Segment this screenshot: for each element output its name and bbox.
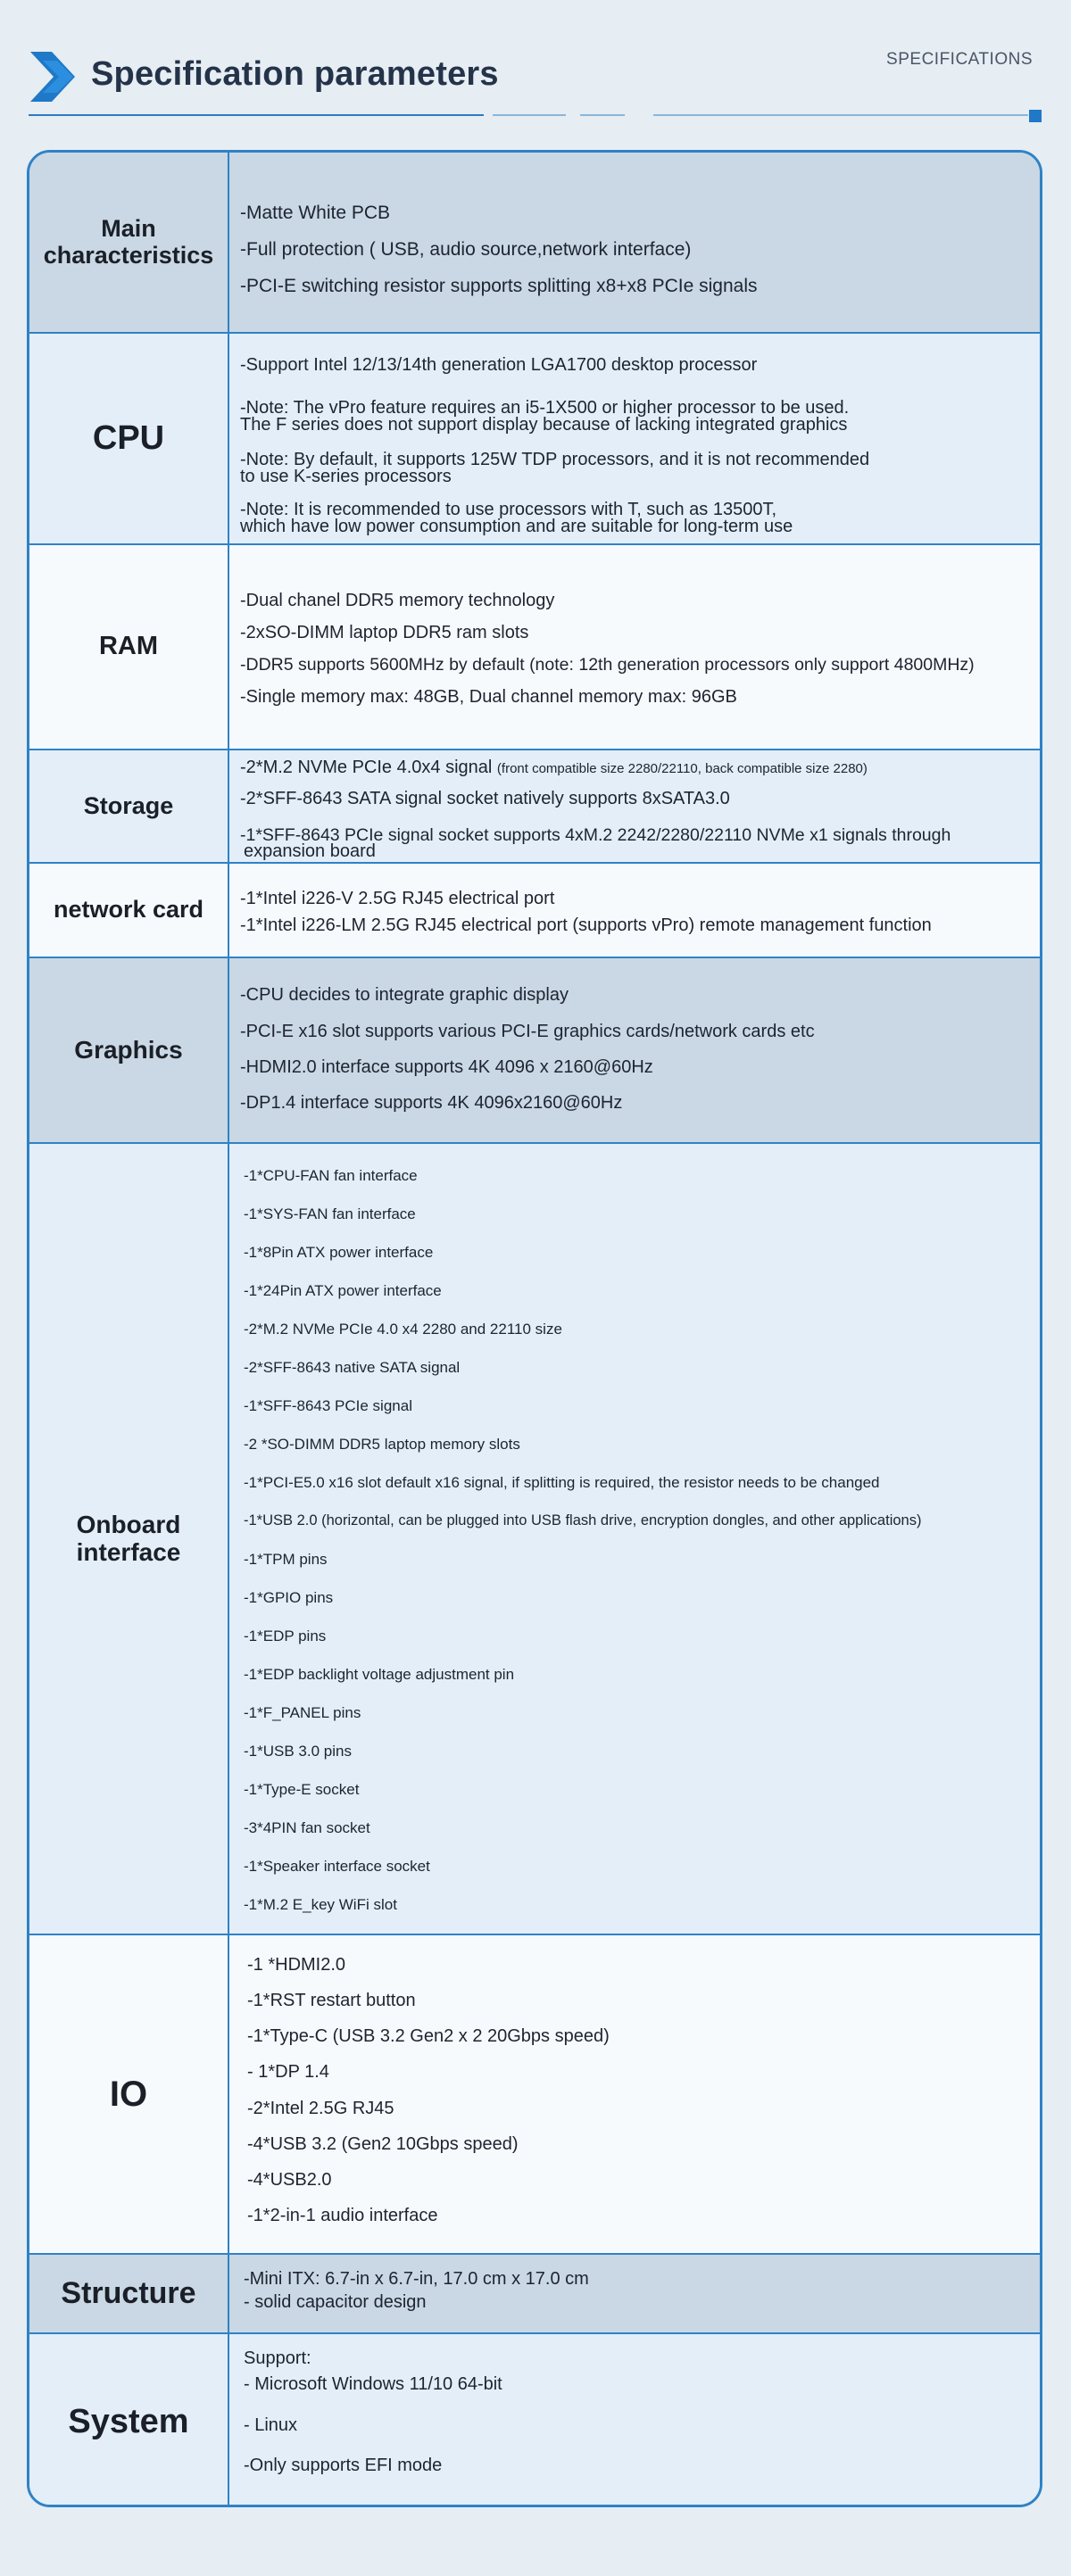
spec-item: -DP1.4 interface supports 4K 4096x2160@60Hz xyxy=(240,1093,623,1113)
spec-item: -1*USB 3.0 pins xyxy=(244,1743,352,1760)
spec-item: -2xSO-DIMM laptop DDR5 ram slots xyxy=(240,623,529,642)
spec-item: -1*CPU-FAN fan interface xyxy=(244,1167,418,1184)
spec-item: which have low power consumption and are suitable for long-term use xyxy=(240,517,793,536)
spec-content xyxy=(244,2255,1034,2332)
spec-item: to use K-series processors xyxy=(240,467,452,486)
spec-content xyxy=(240,750,1034,862)
spec-content xyxy=(240,958,1034,1142)
spec-row-io xyxy=(29,1935,1040,2255)
spec-content xyxy=(244,2334,1034,2507)
spec-item: -Note: The vPro feature requires an i5-1X500 or higher processor to be used. xyxy=(240,398,850,418)
spec-item: -1*F_PANEL pins xyxy=(244,1704,361,1721)
spec-item: -1*USB 2.0 (horizontal, can be plugged into USB flash drive, encryption dongles, and other applications) xyxy=(244,1512,922,1528)
spec-content xyxy=(247,1935,1034,2253)
page-header xyxy=(0,0,1071,143)
spec-label: CPU xyxy=(29,334,229,543)
spec-item: -Note: It is recommended to use processors with T, such as 13500T, xyxy=(240,500,777,519)
spec-item-text: -2*M.2 NVMe PCIe 4.0x4 signal xyxy=(240,758,493,777)
header-rule-dash xyxy=(580,114,625,116)
spec-item: - 1*DP 1.4 xyxy=(247,2062,329,2082)
spec-label: Storage xyxy=(29,750,229,862)
spec-item: -1*EDP pins xyxy=(244,1628,327,1644)
spec-item: expansion board xyxy=(244,841,376,861)
section-tag: SPECIFICATIONS xyxy=(886,50,1033,69)
spec-item: -Only supports EFI mode xyxy=(244,2456,443,2475)
spec-item: Support: xyxy=(244,2348,311,2368)
page-title: Specification parameters xyxy=(91,55,499,93)
spec-item: -Note: By default, it supports 125W TDP processors, and it is not recommended xyxy=(240,450,870,469)
header-rule-end-marker xyxy=(1029,110,1042,122)
spec-row-main xyxy=(29,153,1040,334)
spec-item-note: (front compatible size 2280/22110, back compatible size 2280) xyxy=(496,761,868,776)
spec-row-graphics xyxy=(29,958,1040,1144)
spec-label: network card xyxy=(29,864,229,957)
spec-item: -1*SFF-8643 PCIe signal socket supports 4xM.2 2242/2280/22110 NVMe x1 signals through xyxy=(240,825,951,845)
spec-item xyxy=(240,758,1034,778)
spec-item: -Dual chanel DDR5 memory technology xyxy=(240,591,555,610)
spec-item: -2*Intel 2.5G RJ45 xyxy=(247,2099,394,2118)
spec-content xyxy=(240,334,1034,543)
spec-item: -1*Type-E socket xyxy=(244,1781,360,1798)
spec-label: System xyxy=(29,2334,229,2507)
spec-item: -1*EDP backlight voltage adjustment pin xyxy=(244,1666,515,1683)
spec-content xyxy=(240,153,1034,332)
spec-row-network xyxy=(29,864,1040,958)
spec-label: Graphics xyxy=(29,958,229,1142)
spec-item: -4*USB 3.2 (Gen2 10Gbps speed) xyxy=(247,2134,519,2154)
spec-row-storage xyxy=(29,750,1040,864)
spec-item: - solid capacitor design xyxy=(244,2292,427,2312)
spec-item: -1*Intel i226-V 2.5G RJ45 electrical port xyxy=(240,889,555,908)
spec-item: -1 *HDMI2.0 xyxy=(247,1955,346,1975)
spec-item: -DDR5 supports 5600MHz by default (note: 12th generation processors only support 4800MHz) xyxy=(240,655,975,675)
spec-content xyxy=(240,864,1034,957)
spec-item: -Mini ITX: 6.7-in x 6.7-in, 17.0 cm x 17.0 cm xyxy=(244,2269,589,2289)
spec-item: -1*GPIO pins xyxy=(244,1589,334,1606)
spec-item: -Support Intel 12/13/14th generation LGA1700 desktop processor xyxy=(240,355,758,375)
spec-item: -CPU decides to integrate graphic display xyxy=(240,985,569,1005)
spec-item: -PCI-E switching resistor supports splitting x8+x8 PCIe signals xyxy=(240,276,758,296)
spec-row-cpu xyxy=(29,334,1040,545)
spec-item: -Matte White PCB xyxy=(240,203,391,223)
spec-item: -Full protection ( USB, audio source,network interface) xyxy=(240,239,692,260)
spec-item: -2*M.2 NVMe PCIe 4.0 x4 2280 and 22110 size xyxy=(244,1321,562,1338)
spec-row-onboard xyxy=(29,1144,1040,1935)
spec-item: -Single memory max: 48GB, Dual channel memory max: 96GB xyxy=(240,687,737,707)
header-rule-dash xyxy=(493,114,566,116)
spec-item: -1*2-in-1 audio interface xyxy=(247,2206,438,2225)
spec-item: -1*M.2 E_key WiFi slot xyxy=(244,1896,397,1913)
header-rule xyxy=(29,114,484,116)
spec-label: Onboard interface xyxy=(29,1144,229,1934)
spec-item: -4*USB2.0 xyxy=(247,2170,332,2190)
spec-item: -1*PCI-E5.0 x16 slot default x16 signal, if splitting is required, the resistor needs to be changed xyxy=(244,1474,880,1491)
spec-item: -1*TPM pins xyxy=(244,1551,328,1568)
spec-content xyxy=(240,545,1034,749)
spec-item: -1*24Pin ATX power interface xyxy=(244,1282,442,1299)
spec-item: -2*SFF-8643 SATA signal socket natively supports 8xSATA3.0 xyxy=(240,789,730,808)
header-rule-long xyxy=(653,114,1028,116)
spec-row-system xyxy=(29,2334,1040,2507)
spec-label: Structure xyxy=(29,2255,229,2332)
spec-item: -1*8Pin ATX power interface xyxy=(244,1244,434,1261)
spec-item: -HDMI2.0 interface supports 4K 4096 x 2160@60Hz xyxy=(240,1057,653,1077)
spec-item: -1*Type-C (USB 3.2 Gen2 x 2 20Gbps speed) xyxy=(247,2026,610,2046)
spec-item: -2 *SO-DIMM DDR5 laptop memory slots xyxy=(244,1436,520,1453)
spec-item: -1*RST restart button xyxy=(247,1991,416,2010)
spec-row-ram xyxy=(29,545,1040,750)
spec-label: IO xyxy=(29,1935,229,2253)
spec-item: - Microsoft Windows 11/10 64-bit xyxy=(244,2374,502,2394)
spec-item: -1*SYS-FAN fan interface xyxy=(244,1205,416,1222)
spec-item: - Linux xyxy=(244,2415,298,2435)
double-chevron-icon xyxy=(30,52,84,102)
spec-item: -3*4PIN fan socket xyxy=(244,1819,370,1836)
spec-item: The F series does not support display because of lacking integrated graphics xyxy=(240,415,848,435)
spec-content xyxy=(244,1144,1034,1934)
spec-label: Main characteristics xyxy=(29,153,229,332)
spec-label: RAM xyxy=(29,545,229,749)
spec-item: -2*SFF-8643 native SATA signal xyxy=(244,1359,461,1376)
spec-item: -1*Intel i226-LM 2.5G RJ45 electrical port (supports vPro) remote management function xyxy=(240,915,932,935)
spec-item: -PCI-E x16 slot supports various PCI-E graphics cards/network cards etc xyxy=(240,1022,815,1041)
spec-item: -1*Speaker interface socket xyxy=(244,1858,430,1875)
spec-row-structure xyxy=(29,2255,1040,2334)
spec-item: -1*SFF-8643 PCIe signal xyxy=(244,1397,412,1414)
spec-table xyxy=(27,150,1042,2507)
